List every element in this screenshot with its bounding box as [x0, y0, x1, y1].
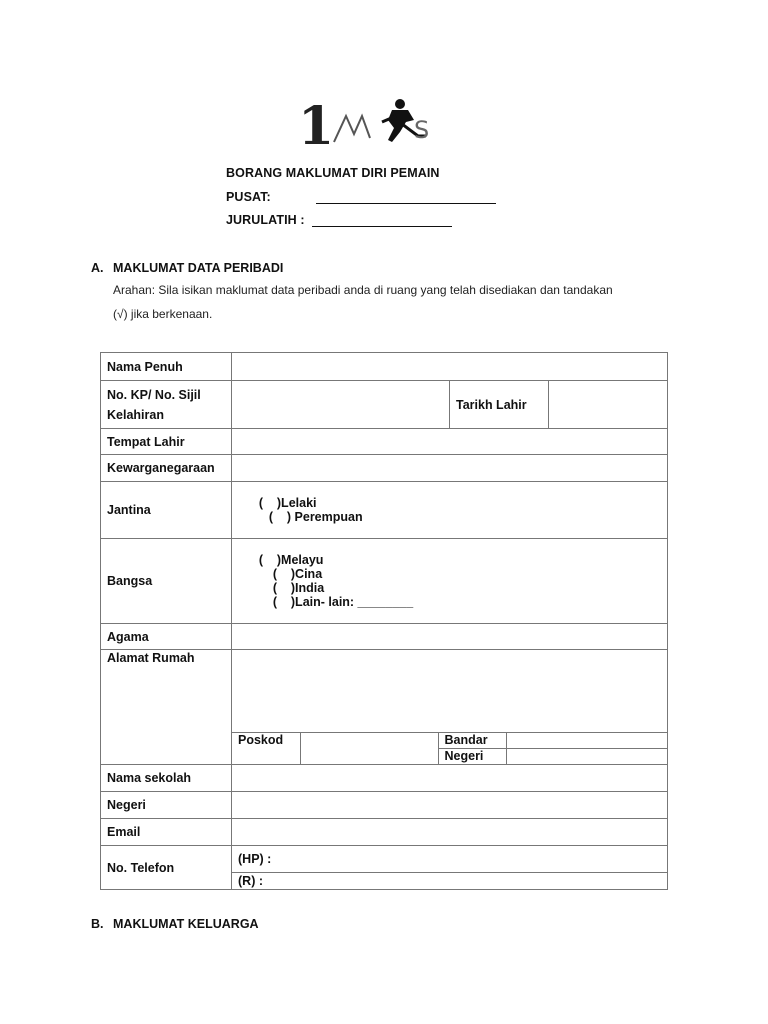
bangsa-option-lain[interactable]: ( )Lain- lain: ________ [272, 595, 414, 609]
logo [296, 98, 448, 148]
jantina-label: Jantina [101, 482, 232, 539]
alamat-rumah-label: Alamat Rumah [101, 650, 232, 765]
poskod-field[interactable] [300, 732, 438, 764]
nama-sekolah-label: Nama sekolah [101, 765, 232, 792]
tarikh-lahir-field[interactable] [549, 381, 668, 429]
jurulatih-label: JURULATIH : [226, 213, 305, 227]
hp-field[interactable] [232, 846, 667, 873]
instruction-line1: Arahan: Sila isikan maklumat data peribadi anda di ruang yang telah disediakan dan tandakan [113, 283, 613, 297]
alamat-rumah-field[interactable] [232, 651, 667, 732]
section-b-marker: B. [91, 917, 104, 931]
no-telefon-label: No. Telefon [101, 846, 232, 890]
jantina-option-lelaki[interactable]: ( )Lelaki [258, 496, 317, 510]
tarikh-lahir-label: Tarikh Lahir [450, 381, 549, 429]
no-kp-label-line2: Kelahiran [107, 407, 164, 422]
bandar-label: Bandar [438, 732, 506, 748]
bangsa-options [232, 539, 668, 624]
negeri-address-label: Negeri [438, 748, 506, 764]
pusat-field[interactable] [316, 203, 496, 204]
bangsa-label: Bangsa [101, 539, 232, 624]
kewarganegaraan-field[interactable] [232, 455, 668, 482]
section-b-title: MAKLUMAT KELUARGA [113, 917, 259, 931]
rumah-phone-field[interactable] [232, 873, 667, 889]
kewarganegaraan-label: Kewarganegaraan [101, 455, 232, 482]
agama-field[interactable] [232, 624, 668, 650]
bangsa-option-melayu[interactable]: ( )Melayu [258, 553, 324, 567]
hp-label: (HP) : [238, 852, 272, 866]
no-kp-label [101, 381, 232, 429]
bandar-field[interactable] [506, 732, 667, 748]
nama-penuh-field[interactable] [232, 353, 668, 381]
section-a-title: MAKLUMAT DATA PERIBADI [113, 261, 284, 275]
jantina-options [232, 482, 668, 539]
no-kp-field[interactable] [232, 381, 450, 429]
r-label: (R) : [238, 874, 263, 888]
alamat-rumah-cell [232, 650, 668, 765]
instruction-line2: (√) jika berkenaan. [113, 307, 213, 321]
negeri-label: Negeri [101, 792, 232, 819]
pusat-label: PUSAT: [226, 190, 271, 204]
jurulatih-field[interactable] [312, 226, 452, 227]
section-a-marker: A. [91, 261, 104, 275]
personal-data-table [100, 352, 668, 890]
nama-sekolah-field[interactable] [232, 765, 668, 792]
logo-numeral: 1 [298, 98, 335, 148]
bangsa-option-cina[interactable]: ( )Cina [272, 567, 323, 581]
telefon-cell [232, 846, 668, 890]
logo-letters: S [414, 116, 430, 144]
address-detail-table [232, 732, 667, 765]
form-title: BORANG MAKLUMAT DIRI PEMAIN [226, 166, 440, 180]
email-field[interactable] [232, 819, 668, 846]
agama-label: Agama [101, 624, 232, 650]
negeri-address-field[interactable] [506, 748, 667, 764]
negeri-field[interactable] [232, 792, 668, 819]
bangsa-option-india[interactable]: ( )India [272, 581, 325, 595]
jantina-option-perempuan[interactable]: ( ) Perempuan [268, 510, 363, 524]
no-kp-label-line1: No. KP/ No. Sijil [107, 387, 201, 402]
tempat-lahir-field[interactable] [232, 429, 668, 455]
tempat-lahir-label: Tempat Lahir [101, 429, 232, 455]
email-label: Email [101, 819, 232, 846]
poskod-label: Poskod [232, 732, 300, 764]
nama-penuh-label: Nama Penuh [101, 353, 232, 381]
